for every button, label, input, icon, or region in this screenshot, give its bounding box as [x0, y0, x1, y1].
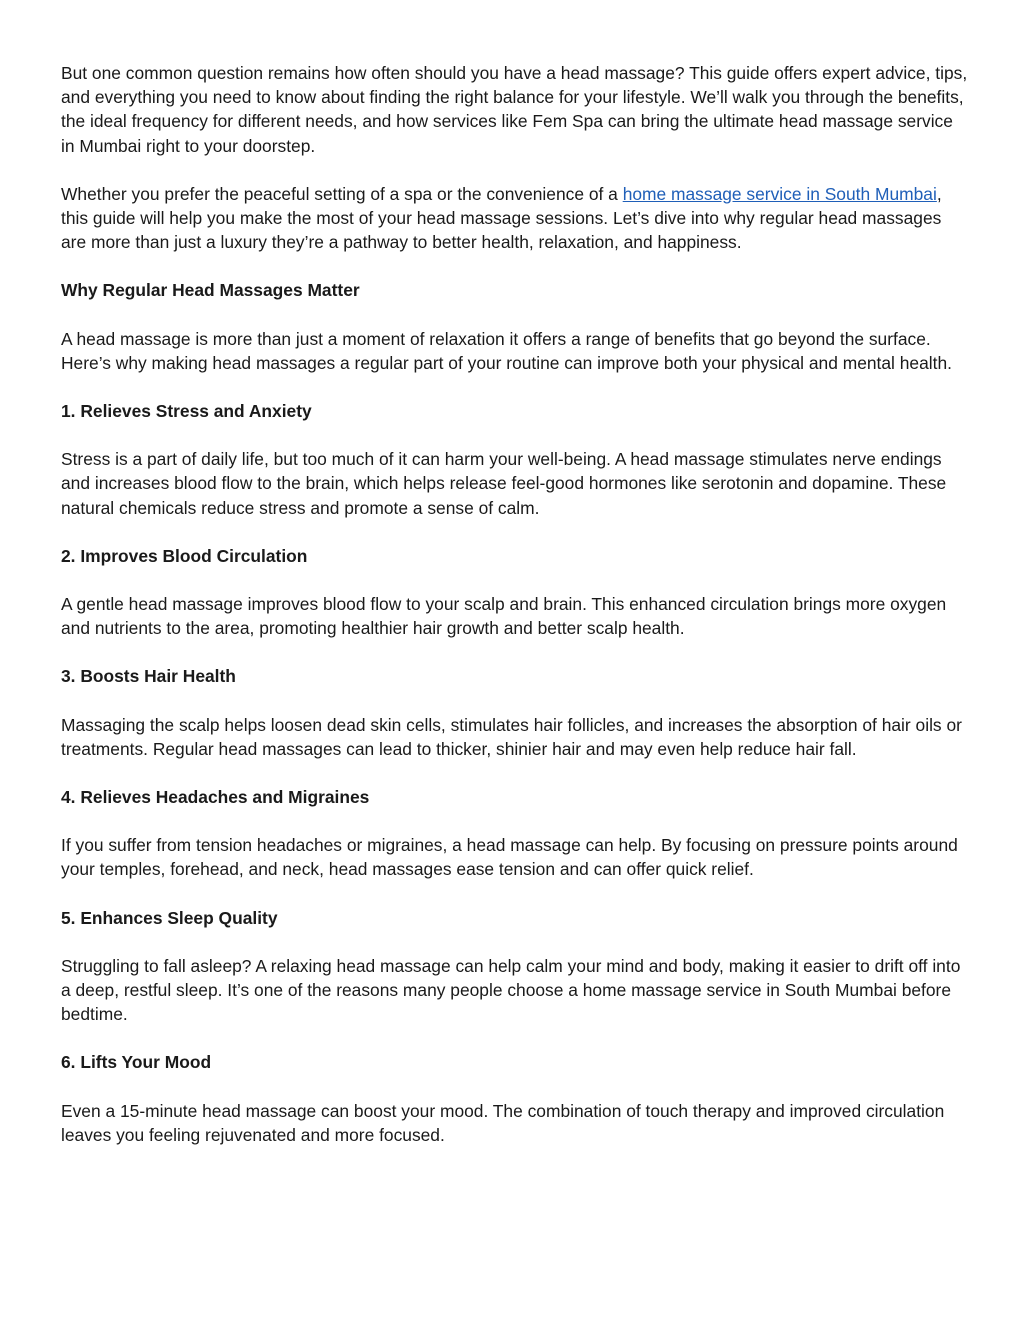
intro-text-before-link: Whether you prefer the peaceful setting of a spa or the convenience of a — [61, 183, 623, 204]
benefit-heading: 1. Relieves Stress and Anxiety — [61, 401, 312, 422]
intro-text-after-link: , this guide will help you make the most of your head massage sessions. Let’s dive into why regular head massages are more than just a luxury they’re a pathway to better health, relaxation, and happiness. — [61, 183, 942, 253]
benefit-paragraph: If you suffer from tension headaches or migraines, a head massage can help. By focusing on pressure points around your temples, forehead, and neck, head massages ease tension and can offer quick relief. — [61, 835, 958, 880]
benefit-paragraph: Struggling to fall asleep? A relaxing head massage can help calm your mind and body, making it easier to drift off into a deep, restful sleep. It’s one of the reasons many people choose a home massage service in South Mumbai before bedtime. — [61, 955, 961, 1025]
section-paragraph: A head massage is more than just a moment of relaxation it offers a range of benefits that go beyond the surface. Here’s why making head massages a regular part of your routine can improve both your physical and mental health. — [61, 328, 952, 373]
document-page — [61, 61, 971, 1171]
benefit-heading: 6. Lifts Your Mood — [61, 1052, 212, 1073]
benefit-paragraph: Stress is a part of daily life, but too much of it can harm your well-being. A head massage stimulates nerve endings and increases blood flow to the brain, which helps release feel-good hormones like serotonin and dopamine. These natural chemicals reduce stress and promote a sense of calm. — [61, 449, 947, 518]
benefit-paragraph: A gentle head massage improves blood flow to your scalp and brain. This enhanced circulation brings more oxygen and nutrients to the area, promoting healthier hair growth and better scalp health. — [61, 594, 947, 639]
intro-paragraph-with-link — [61, 182, 971, 255]
benefit-heading: 4. Relieves Headaches and Migraines — [61, 787, 370, 808]
benefit-heading: 3. Boosts Hair Health — [61, 666, 236, 687]
benefit-paragraph: Massaging the scalp helps loosen dead skin cells, stimulates hair follicles, and increases the absorption of hair oils or treatments. Regular head massages can lead to thicker, shinier hair and may even help reduce hair fall. — [61, 714, 962, 759]
benefit-heading: 5. Enhances Sleep Quality — [61, 907, 278, 928]
home-massage-service-link[interactable]: home massage service in South Mumbai — [622, 183, 937, 204]
benefit-paragraph: Even a 15-minute head massage can boost your mood. The combination of touch therapy and improved circulation leaves you feeling rejuvenated and more focused. — [61, 1100, 945, 1145]
intro-paragraph: But one common question remains how often should you have a head massage? This guide offers expert advice, tips, and everything you need to know about finding the right balance for your lifestyle. We’ll walk you through the benefits, the ideal frequency for different needs, and how services like Fem Spa can bring the ultimate head massage service in Mumbai right to your doorstep. — [61, 63, 968, 156]
benefit-heading: 2. Improves Blood Circulation — [61, 545, 308, 566]
section-heading: Why Regular Head Massages Matter — [61, 280, 360, 301]
